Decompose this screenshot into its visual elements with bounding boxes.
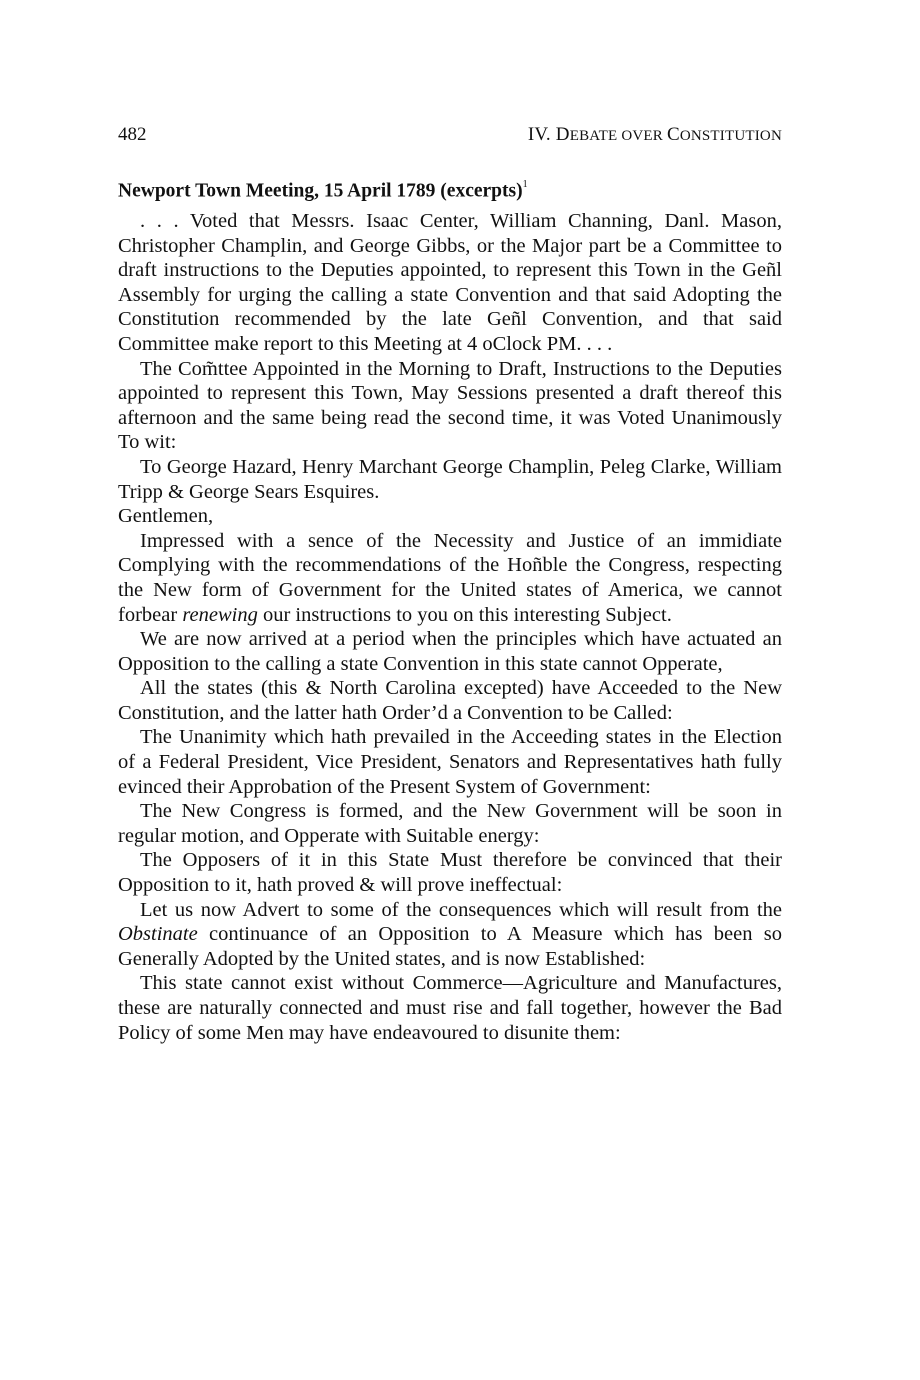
paragraph-2: The Com̃ttee Appointed in the Morning to Draft, Instructions to the Deputies appointed to represent this Town, May Sessions presented a draft thereof this afternoon and the same being read the second time, it was Voted Unanimously To wit:	[118, 357, 782, 454]
paragraph-11-emphasis: Obstinate	[118, 923, 198, 946]
section-title-part-1: EBATE OVER	[569, 128, 667, 144]
section-title	[528, 123, 782, 148]
paragraph-12: This state cannot exist without Commerce—Agriculture and Manufactures, these are naturally connected and must rise and fall together, however the Bad Policy of some Men may have endeavoured to disunite them:	[118, 972, 782, 1044]
paragraph-5-text-b: our instructions to you on this interesting Subject.	[257, 603, 672, 626]
section-title-prefix: IV. D	[527, 124, 570, 145]
paragraph-5	[118, 529, 782, 627]
paragraph-8: The Unanimity which hath prevailed in the Acceeding states in the Election of a Federal President, Vice President, Senators and Representatives hath fully evinced their Approbation of the Present System of Government:	[118, 726, 782, 798]
paragraph-7: All the states (this & North Carolina excepted) have Acceeded to the New Constitution, and the latter hath Order’d a Convention to be Called:	[118, 677, 782, 724]
section-title-part-2: ONSTITUTION	[679, 128, 782, 144]
salutation: Gentlemen,	[118, 505, 214, 528]
paragraph-6: We are now arrived at a period when the principles which have actuated an Opposition to the calling a state Convention in this state cannot Opperate,	[118, 628, 782, 675]
paragraph-5-text-a: Impressed with a sence of the Necessity and Justice of an immidiate Complying with the recommendations of the Hoñble the Congress, respecting the New form of Government for the United states of America, we cannot forbear	[118, 529, 782, 626]
page-number: 482	[118, 124, 147, 145]
paragraph-9: The New Congress is formed, and the New Government will be soon in regular motion, and Opperate with Suitable energy:	[118, 800, 782, 847]
paragraph-1: . . . Voted that Messrs. Isaac Center, William Channing, Danl. Mason, Christopher Champlin, and George Gibbs, or the Major part be a Committee to draft instructions to the Deputies appointed, to represent this Town in the Geñl Assembly for urging the calling a state Convention and that said Adopting the Constitution recommended by the late Geñl Convention, and that said Committee make report to this Meeting at 4 oClock PM. . . .	[118, 210, 782, 355]
paragraph-10: The Opposers of it in this State Must therefore be convinced that their Opposition to it, hath proved & will prove ineffectual:	[118, 849, 782, 897]
paragraph-11-text-a: Let us now Advert to some of the consequences which will result from the	[140, 898, 782, 921]
paragraph-11-text-b: continuance of an Opposition to A Measure which has been so Generally Adopted by the United states, and is now Established:	[118, 923, 782, 970]
paragraph-5-emphasis: renewing	[182, 603, 258, 626]
body-text	[118, 209, 782, 1045]
section-title-initial-c: C	[666, 124, 680, 145]
footnote-marker: 1	[522, 179, 528, 190]
paragraph-3: To George Hazard, Henry Marchant George Champlin, Peleg Clarke, William Tripp & George Sears Esquires.	[118, 455, 782, 503]
document-heading	[118, 175, 528, 204]
paragraph-11	[118, 898, 782, 972]
heading-text: Newport Town Meeting, 15 April 1789 (excerpts)	[118, 180, 523, 202]
